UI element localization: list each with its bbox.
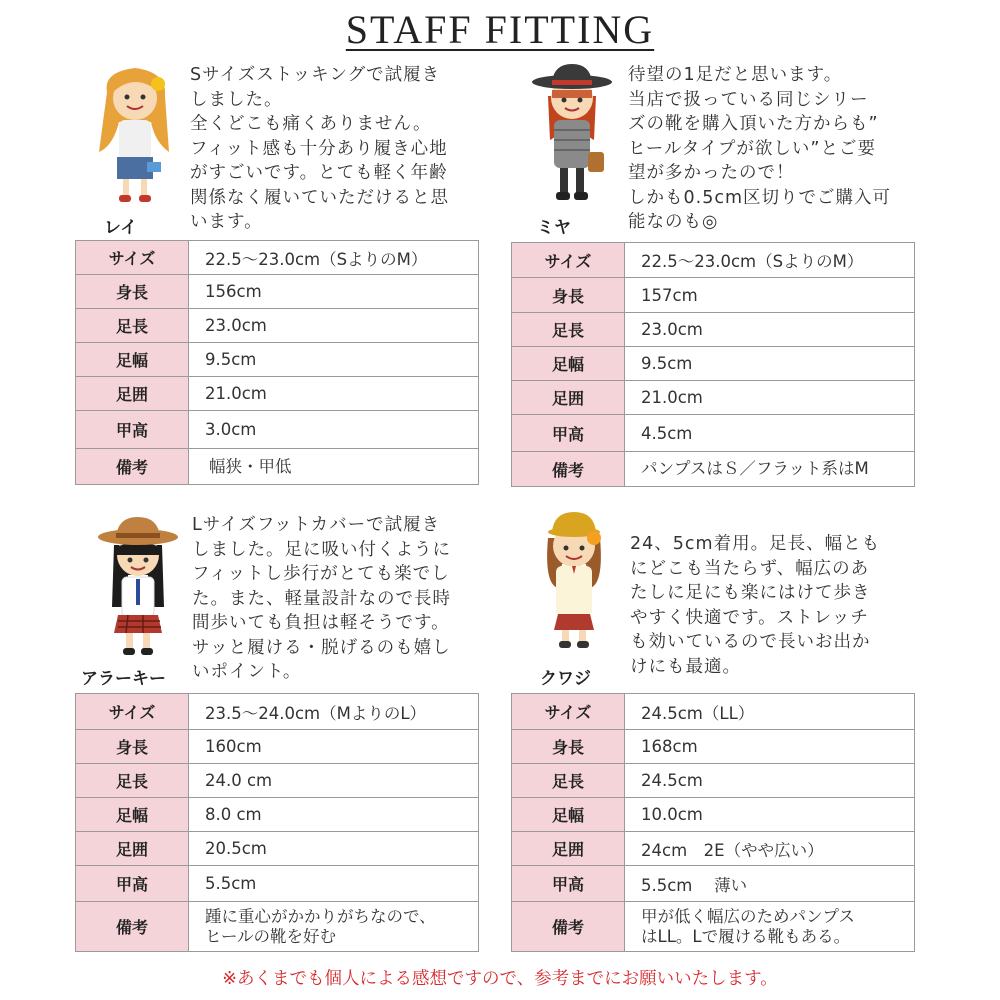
- staff-comment: Lサイズフットカバーで試履き しました。足に吸い付くように フィットし歩行がとても楽でし た。また、軽量設計なので長時 間歩いても負担は軽そうです。 サッと履ける・脱げるのも嬉し いポイント。: [192, 515, 451, 682]
- label-size: サイズ: [512, 243, 625, 278]
- label-foot-length: 足長: [76, 309, 189, 343]
- label-remarks: 備考: [76, 449, 189, 485]
- label-foot-length: 足長: [512, 764, 625, 798]
- staff-name: クワジ: [540, 669, 591, 689]
- label-foot-width: 足幅: [76, 343, 189, 377]
- label-foot-width: 足幅: [512, 798, 625, 832]
- staff-avatar-miya: [522, 60, 622, 210]
- label-size: サイズ: [76, 241, 189, 275]
- value-foot-width: 10.0cm: [625, 798, 915, 832]
- staff-name: ミヤ: [537, 218, 571, 238]
- label-height: 身長: [76, 730, 189, 764]
- value-size: 22.5〜23.0cm（SよりのM）: [625, 243, 915, 278]
- label-instep: 甲高: [512, 866, 625, 902]
- staff-comment: 24、5cm着用。足長、幅とも にどこも当たらず、幅広のあ たしに足にも楽にはけて歩き やすく快適です。ストレッチ も効いているので長いお出か けにも最適。: [630, 534, 881, 677]
- label-instep: 甲高: [76, 866, 189, 902]
- label-foot-girth: 足囲: [512, 381, 625, 415]
- label-height: 身長: [512, 730, 625, 764]
- label-foot-length: 足長: [76, 764, 189, 798]
- value-size: 24.5cm（LL）: [625, 694, 915, 730]
- value-foot-width: 9.5cm: [625, 347, 915, 381]
- label-foot-width: 足幅: [76, 798, 189, 832]
- staff-comment: Sサイズストッキングで試履き しました。 全くどこも痛くありません。 フィット感も十分あり履き心地 がすごいです。とても軽く年齢 関係なく履いていただけると思 います。: [190, 65, 449, 232]
- value-foot-girth: 24cm 2E（やや広い）: [625, 832, 915, 866]
- value-foot-width: 8.0 cm: [189, 798, 479, 832]
- label-foot-girth: 足囲: [76, 377, 189, 411]
- value-foot-length: 23.0cm: [625, 313, 915, 347]
- label-foot-girth: 足囲: [76, 832, 189, 866]
- staff-name: レイ: [104, 218, 138, 238]
- value-remarks: 甲が低く幅広のためパンプス はLL。Lで履ける靴もある。: [625, 902, 915, 952]
- label-foot-width: 足幅: [512, 347, 625, 381]
- value-size: 23.5〜24.0cm（MよりのL）: [189, 694, 479, 730]
- value-foot-girth: 21.0cm: [189, 377, 479, 411]
- label-height: 身長: [512, 278, 625, 313]
- value-height: 168cm: [625, 730, 915, 764]
- disclaimer-note: ※あくまでも個人による感想ですので、参考までにお願いいたします。: [222, 969, 778, 989]
- spec-table-araki: [75, 693, 479, 952]
- label-height: 身長: [76, 275, 189, 309]
- value-foot-girth: 20.5cm: [189, 832, 479, 866]
- value-foot-length: 24.5cm: [625, 764, 915, 798]
- label-foot-girth: 足囲: [512, 832, 625, 866]
- label-size: サイズ: [512, 694, 625, 730]
- value-foot-girth: 21.0cm: [625, 381, 915, 415]
- value-instep: 4.5cm: [625, 415, 915, 452]
- label-remarks: 備考: [512, 452, 625, 487]
- value-height: 156cm: [189, 275, 479, 309]
- spec-table-rei: [75, 240, 479, 485]
- value-instep: 3.0cm: [189, 411, 479, 449]
- value-height: 160cm: [189, 730, 479, 764]
- label-remarks: 備考: [512, 902, 625, 952]
- page-title: STAFF FITTING: [345, 7, 655, 52]
- value-remarks: 踵に重心がかかりがちなので、 ヒールの靴を好む: [189, 902, 479, 952]
- label-instep: 甲高: [512, 415, 625, 452]
- value-height: 157cm: [625, 278, 915, 313]
- value-foot-length: 23.0cm: [189, 309, 479, 343]
- value-instep: 5.5cm: [189, 866, 479, 902]
- staff-name: アラーキー: [81, 669, 166, 689]
- value-size: 22.5〜23.0cm（SよりのM）: [189, 241, 479, 275]
- staff-avatar-kuwaji: [524, 508, 624, 658]
- label-foot-length: 足長: [512, 313, 625, 347]
- value-remarks: パンプスはＳ／フラット系はM: [625, 452, 915, 487]
- value-foot-width: 9.5cm: [189, 343, 479, 377]
- staff-avatar-araki: [88, 515, 188, 665]
- spec-table-kuwaji: [511, 693, 915, 952]
- staff-avatar-rei: [85, 62, 185, 212]
- value-foot-length: 24.0 cm: [189, 764, 479, 798]
- label-instep: 甲高: [76, 411, 189, 449]
- value-remarks: 幅狭・甲低: [189, 449, 479, 485]
- spec-table-miya: [511, 242, 915, 487]
- label-size: サイズ: [76, 694, 189, 730]
- label-remarks: 備考: [76, 902, 189, 952]
- staff-comment: 待望の1足だと思います。 当店で扱っている同じシリー ズの靴を購入頂いた方からも” ヒールタイプが欲しい”とご要 望が多かったので！ しかも0.5cm区切りでご購入可 能なのも◎: [628, 65, 891, 232]
- value-instep: 5.5cm 薄い: [625, 866, 915, 902]
